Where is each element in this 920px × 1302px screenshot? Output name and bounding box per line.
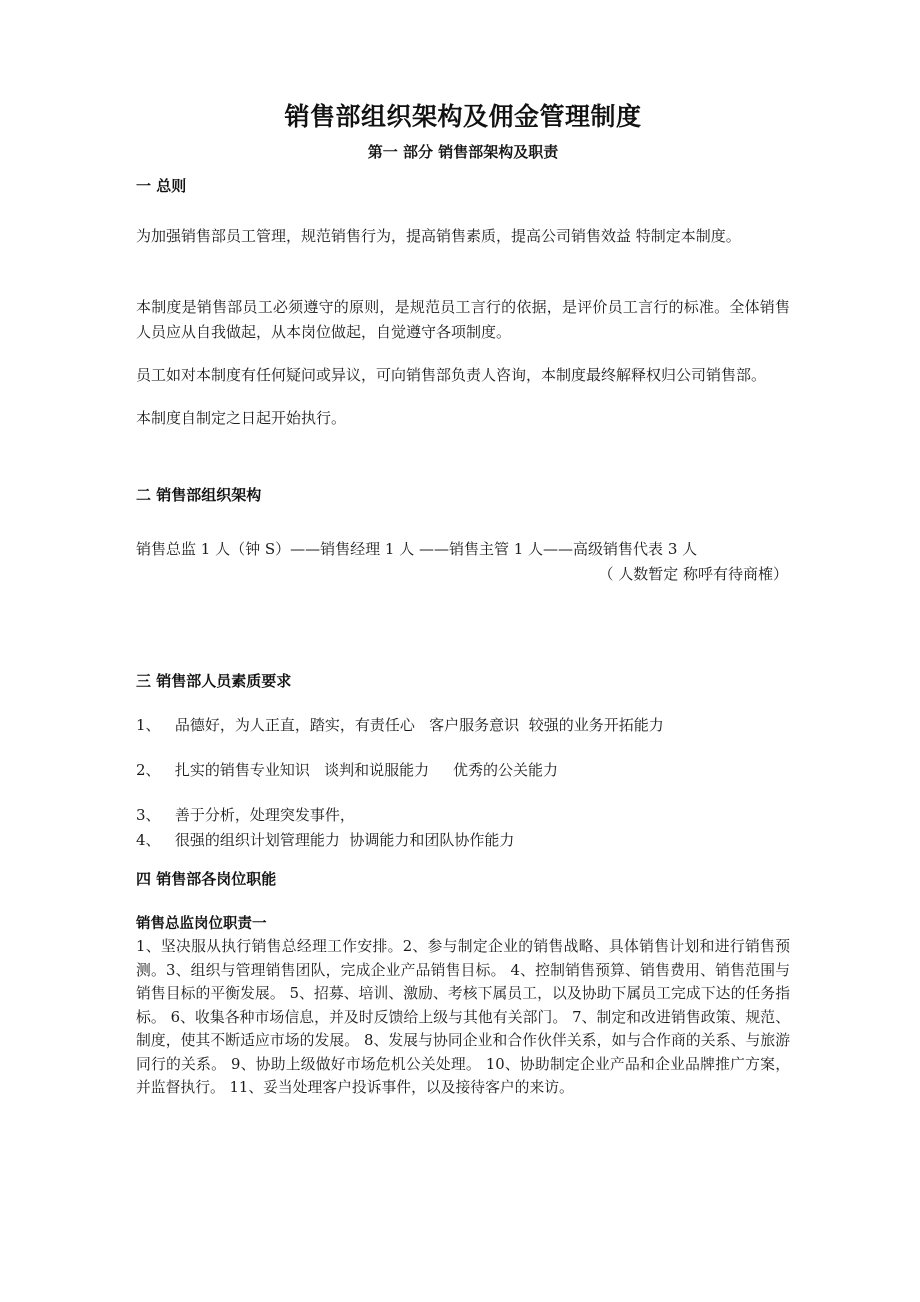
spacer (136, 693, 790, 713)
spacer (136, 738, 790, 758)
general-paragraph-4: 本制度自制定之日起开始执行。 (136, 409, 347, 427)
section-heading-structure: 二 销售部组织架构 (136, 486, 262, 504)
section-heading-duties: 四 销售部各岗位职能 (136, 870, 277, 888)
spacer (136, 783, 790, 803)
spacer (136, 853, 790, 867)
section-heading-qualifications: 三 销售部人员素质要求 (136, 672, 292, 690)
spacer (136, 198, 790, 224)
page-title: 销售部组织架构及佣金管理制度 (284, 102, 642, 131)
org-structure-chain: 销售总监 1 人（钟 S）——销售经理 1 人 ——销售主管 1 人——高级销售代表 3 人 (136, 540, 698, 558)
spacer (136, 639, 790, 669)
general-paragraph-3: 员工如对本制度有任何疑问或异议，可向销售部负责人咨询，本制度最终解释权归公司销售部。 (136, 366, 767, 384)
qualification-item-2: 2、 扎实的销售专业知识 谈判和说服能力 优秀的公关能力 (136, 761, 558, 779)
qualification-item-4: 4、 很强的组织计划管理能力 协调能力和团队协作能力 (136, 831, 515, 849)
spacer (136, 587, 790, 639)
general-paragraph-2: 本制度是销售部员工必须遵守的原则，是规范员工言行的依据，是评价员工言行的标准。全体销售人员应从自我做起，从本岗位做起，自觉遵守各项制度。 (136, 298, 790, 341)
spacer (136, 249, 790, 295)
document-subtitle: 第一 部分 销售部架构及职责 (367, 143, 559, 161)
section-heading-general: 一 总则 (136, 177, 187, 195)
sales-director-duties-body: 1、坚决服从执行销售总经理工作安排。2、参与制定企业的销售战略、具体销售计划和进行销售预测。3、组织与管理销售团队，完成企业产品销售目标。 4、控制销售预算、销售费用、销售范围与销售目标的平衡发展。 5、招募、培训、激励、考核下属员工，以及协助下属员工完成下达的任务指标。 6、收集各种市场信息，并及时反馈给上级与其他有关部门。 7、制定和改进销售政策、规范、制度，使其不断适应市场的发展。 8、发展与协同企业和合作伙伴关系，如与合作商的关系、与旅游同行的关系。 9、协助上级做好市场危机公关处理。 10、协助制定企业产品和企业品牌推广方案，并监督执行。 11、妥当处理客户投诉事件，以及接待客户的来访。 (136, 938, 790, 1096)
general-paragraph-1: 为加强销售部员工管理，规范销售行为，提高销售素质，提高公司销售效益 特制定本制度。 (136, 227, 741, 245)
spacer (136, 891, 790, 913)
spacer (136, 345, 790, 363)
role-title-sales-director: 销售总监岗位职责一 (136, 916, 267, 932)
document-content (136, 100, 790, 1100)
spacer (136, 388, 790, 406)
spacer (136, 431, 790, 483)
qualification-item-1: 1、 品德好，为人正直，踏实，有责任心 客户服务意识 较强的业务开拓能力 (136, 716, 664, 734)
spacer (136, 507, 790, 537)
org-structure-note: （ 人数暂定 称呼有待商榷） (598, 565, 788, 583)
qualification-item-3: 3、 善于分析，处理突发事件， (136, 806, 355, 824)
